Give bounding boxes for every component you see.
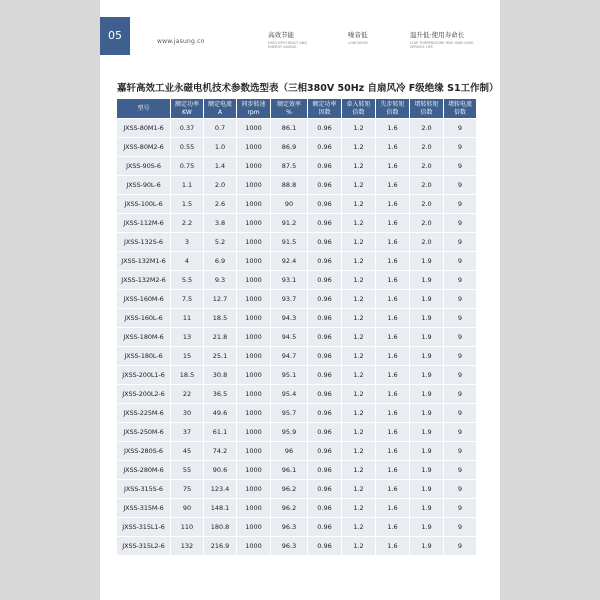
- value-cell: 0.7: [204, 119, 237, 137]
- table-row: [117, 480, 477, 498]
- table-row: [117, 195, 477, 213]
- model-cell: JXSS-132M1-6: [117, 252, 171, 270]
- table-row: [117, 366, 477, 384]
- value-cell: 1000: [237, 461, 271, 479]
- value-cell: 1.9: [410, 252, 444, 270]
- value-cell: 6.9: [204, 252, 237, 270]
- value-cell: 1.6: [376, 442, 410, 460]
- value-cell: 1.1: [171, 176, 204, 194]
- model-cell: JXSS-200L1-6: [117, 366, 171, 384]
- value-cell: 1000: [237, 366, 271, 384]
- value-cell: 1000: [237, 347, 271, 365]
- value-cell: 1.6: [376, 157, 410, 175]
- value-cell: 1.2: [342, 195, 376, 213]
- value-cell: 0.96: [308, 214, 342, 232]
- value-cell: 0.96: [308, 442, 342, 460]
- column-header: [237, 99, 271, 118]
- value-cell: 11: [171, 309, 204, 327]
- value-cell: 1.6: [376, 404, 410, 422]
- value-cell: 1.9: [410, 404, 444, 422]
- value-cell: 9: [444, 214, 477, 232]
- value-cell: 55: [171, 461, 204, 479]
- value-cell: 1.2: [342, 480, 376, 498]
- column-header: [171, 99, 204, 118]
- value-cell: 1.6: [376, 499, 410, 517]
- value-cell: 1.9: [410, 442, 444, 460]
- value-cell: 1.9: [410, 480, 444, 498]
- table-row: [117, 176, 477, 194]
- model-cell: JXSS-132S-6: [117, 233, 171, 251]
- model-cell: JXSS-80M2-6: [117, 138, 171, 156]
- value-cell: 92.4: [271, 252, 308, 270]
- value-cell: 1.2: [342, 328, 376, 346]
- table-row: [117, 233, 477, 251]
- column-header-line: 失步转矩: [380, 100, 405, 108]
- table-row: [117, 442, 477, 460]
- value-cell: 1000: [237, 404, 271, 422]
- value-cell: 1.9: [410, 423, 444, 441]
- feature-subtitle: LOW NOISE: [348, 41, 368, 45]
- value-cell: 0.96: [308, 328, 342, 346]
- value-cell: 96.2: [271, 499, 308, 517]
- value-cell: 1.2: [342, 138, 376, 156]
- value-cell: 2.0: [410, 176, 444, 194]
- column-header-line: 倍数: [453, 108, 466, 116]
- value-cell: 1.2: [342, 423, 376, 441]
- value-cell: 9: [444, 176, 477, 194]
- model-cell: JXSS-280S-6: [117, 442, 171, 460]
- model-cell: JXSS-315S-6: [117, 480, 171, 498]
- column-header: [117, 99, 171, 118]
- value-cell: 1.2: [342, 309, 376, 327]
- value-cell: 0.96: [308, 176, 342, 194]
- value-cell: 123.4: [204, 480, 237, 498]
- value-cell: 86.9: [271, 138, 308, 156]
- value-cell: 87.5: [271, 157, 308, 175]
- table-row: [117, 309, 477, 327]
- value-cell: 1000: [237, 119, 271, 137]
- value-cell: 0.55: [171, 138, 204, 156]
- value-cell: 1000: [237, 157, 271, 175]
- value-cell: 0.96: [308, 138, 342, 156]
- value-cell: 30.8: [204, 366, 237, 384]
- value-cell: 94.7: [271, 347, 308, 365]
- value-cell: 95.7: [271, 404, 308, 422]
- value-cell: 1.2: [342, 290, 376, 308]
- value-cell: 1.2: [342, 233, 376, 251]
- table-row: [117, 423, 477, 441]
- value-cell: 9: [444, 442, 477, 460]
- value-cell: 1000: [237, 328, 271, 346]
- value-cell: 9: [444, 480, 477, 498]
- value-cell: 1000: [237, 233, 271, 251]
- value-cell: 9: [444, 461, 477, 479]
- column-header-line: 额定效率: [276, 100, 301, 108]
- value-cell: 1000: [237, 385, 271, 403]
- column-header-line: 同步转速: [241, 100, 266, 108]
- value-cell: 5.5: [171, 271, 204, 289]
- feature-title: 温升低·使用寿命长: [410, 31, 465, 39]
- value-cell: 1000: [237, 499, 271, 517]
- column-header-line: 因数: [318, 108, 331, 116]
- value-cell: 0.96: [308, 271, 342, 289]
- value-cell: 9: [444, 252, 477, 270]
- value-cell: 1.6: [376, 195, 410, 213]
- table-row: [117, 499, 477, 517]
- value-cell: 0.96: [308, 119, 342, 137]
- value-cell: 1000: [237, 537, 271, 555]
- value-cell: 96.3: [271, 537, 308, 555]
- model-cell: JXSS-315M-6: [117, 499, 171, 517]
- value-cell: 18.5: [171, 366, 204, 384]
- value-cell: 0.96: [308, 385, 342, 403]
- column-header: [410, 99, 444, 118]
- value-cell: 2.6: [204, 195, 237, 213]
- value-cell: 1.6: [376, 176, 410, 194]
- model-cell: JXSS-160L-6: [117, 309, 171, 327]
- value-cell: 96.2: [271, 480, 308, 498]
- value-cell: 1.6: [376, 347, 410, 365]
- value-cell: 86.1: [271, 119, 308, 137]
- table-row: [117, 537, 477, 555]
- value-cell: 1000: [237, 271, 271, 289]
- value-cell: 95.1: [271, 366, 308, 384]
- value-cell: 0.96: [308, 290, 342, 308]
- value-cell: 1.9: [410, 309, 444, 327]
- column-header: [376, 99, 410, 118]
- value-cell: 1.2: [342, 537, 376, 555]
- table-row: [117, 271, 477, 289]
- feature-title: 噪音低: [348, 31, 368, 39]
- value-cell: 18.5: [204, 309, 237, 327]
- value-cell: 1.9: [410, 385, 444, 403]
- value-cell: 0.96: [308, 480, 342, 498]
- feature-energy-saving: [268, 30, 316, 49]
- value-cell: 1.2: [342, 518, 376, 536]
- value-cell: 9: [444, 233, 477, 251]
- value-cell: 2.0: [410, 214, 444, 232]
- table-header-row: [117, 99, 477, 118]
- value-cell: 2.0: [410, 195, 444, 213]
- value-cell: 61.1: [204, 423, 237, 441]
- table-row: [117, 461, 477, 479]
- value-cell: 1000: [237, 195, 271, 213]
- value-cell: 1.9: [410, 537, 444, 555]
- value-cell: 4: [171, 252, 204, 270]
- column-header: [271, 99, 308, 118]
- value-cell: 1.6: [376, 423, 410, 441]
- value-cell: 9: [444, 518, 477, 536]
- value-cell: 75: [171, 480, 204, 498]
- value-cell: 5.2: [204, 233, 237, 251]
- value-cell: 1000: [237, 290, 271, 308]
- value-cell: 91.5: [271, 233, 308, 251]
- table-row: [117, 214, 477, 232]
- value-cell: 7.5: [171, 290, 204, 308]
- value-cell: 1.9: [410, 461, 444, 479]
- value-cell: 1.2: [342, 499, 376, 517]
- value-cell: 0.96: [308, 347, 342, 365]
- table-row: [117, 252, 477, 270]
- value-cell: 9: [444, 290, 477, 308]
- value-cell: 2.2: [171, 214, 204, 232]
- value-cell: 1000: [237, 252, 271, 270]
- value-cell: 1.9: [410, 347, 444, 365]
- column-header-line: 堵转转矩: [414, 100, 439, 108]
- value-cell: 2.0: [410, 119, 444, 137]
- value-cell: 90: [271, 195, 308, 213]
- value-cell: 1.2: [342, 252, 376, 270]
- column-header-line: A: [217, 108, 223, 116]
- column-header-line: 牵入转矩: [346, 100, 371, 108]
- value-cell: 0.37: [171, 119, 204, 137]
- value-cell: 1.2: [342, 347, 376, 365]
- value-cell: 1.6: [376, 214, 410, 232]
- model-cell: JXSS-80M1-6: [117, 119, 171, 137]
- model-cell: JXSS-90L-6: [117, 176, 171, 194]
- value-cell: 1.5: [171, 195, 204, 213]
- value-cell: 96.1: [271, 461, 308, 479]
- value-cell: 1.6: [376, 271, 410, 289]
- value-cell: 96: [271, 442, 308, 460]
- value-cell: 9: [444, 309, 477, 327]
- value-cell: 1.6: [376, 366, 410, 384]
- value-cell: 1.2: [342, 404, 376, 422]
- value-cell: 0.96: [308, 404, 342, 422]
- value-cell: 0.96: [308, 461, 342, 479]
- value-cell: 0.96: [308, 252, 342, 270]
- value-cell: 1.6: [376, 290, 410, 308]
- value-cell: 1000: [237, 214, 271, 232]
- column-header-line: 倍数: [386, 108, 399, 116]
- table-row: [117, 157, 477, 175]
- value-cell: 0.96: [308, 499, 342, 517]
- value-cell: 1.2: [342, 271, 376, 289]
- value-cell: 0.96: [308, 537, 342, 555]
- value-cell: 74.2: [204, 442, 237, 460]
- value-cell: 0.96: [308, 366, 342, 384]
- value-cell: 96.3: [271, 518, 308, 536]
- value-cell: 3: [171, 233, 204, 251]
- value-cell: 9: [444, 537, 477, 555]
- value-cell: 9: [444, 138, 477, 156]
- column-header-line: %: [286, 108, 292, 116]
- value-cell: 3.8: [204, 214, 237, 232]
- table-row: [117, 404, 477, 422]
- value-cell: 90: [171, 499, 204, 517]
- column-header-line: 型号: [137, 104, 150, 112]
- table-row: [117, 119, 477, 137]
- value-cell: 93.7: [271, 290, 308, 308]
- model-cell: JXSS-200L2-6: [117, 385, 171, 403]
- column-header: [342, 99, 376, 118]
- value-cell: 9: [444, 385, 477, 403]
- value-cell: 9: [444, 404, 477, 422]
- table-body: [117, 119, 477, 555]
- value-cell: 1.2: [342, 366, 376, 384]
- website-url: www.jasung.cn: [157, 38, 205, 45]
- value-cell: 180.8: [204, 518, 237, 536]
- value-cell: 0.96: [308, 233, 342, 251]
- feature-low-temperature: [410, 30, 482, 49]
- value-cell: 2.0: [204, 176, 237, 194]
- model-cell: JXSS-315L2-6: [117, 537, 171, 555]
- model-cell: JXSS-112M-6: [117, 214, 171, 232]
- value-cell: 0.96: [308, 157, 342, 175]
- value-cell: 1.9: [410, 290, 444, 308]
- value-cell: 13: [171, 328, 204, 346]
- column-header: [308, 99, 342, 118]
- column-header-line: 额定功率: [312, 100, 337, 108]
- value-cell: 1000: [237, 480, 271, 498]
- table-row: [117, 138, 477, 156]
- page-number: 05: [100, 17, 130, 55]
- value-cell: 22: [171, 385, 204, 403]
- value-cell: 9: [444, 499, 477, 517]
- column-header-line: 额定功率: [174, 100, 199, 108]
- value-cell: 45: [171, 442, 204, 460]
- value-cell: 91.2: [271, 214, 308, 232]
- value-cell: 95.9: [271, 423, 308, 441]
- model-cell: JXSS-160M-6: [117, 290, 171, 308]
- value-cell: 2.0: [410, 138, 444, 156]
- value-cell: 2.0: [410, 157, 444, 175]
- value-cell: 2.0: [410, 233, 444, 251]
- value-cell: 36.5: [204, 385, 237, 403]
- feature-subtitle: HIGH EFFICIENCY AND ENERGY SAVING: [268, 41, 308, 49]
- value-cell: 1.6: [376, 252, 410, 270]
- value-cell: 94.3: [271, 309, 308, 327]
- value-cell: 9: [444, 366, 477, 384]
- table-row: [117, 347, 477, 365]
- feature-low-noise: [348, 30, 368, 45]
- value-cell: 1.9: [410, 499, 444, 517]
- value-cell: 1.6: [376, 138, 410, 156]
- value-cell: 1.2: [342, 442, 376, 460]
- value-cell: 9: [444, 119, 477, 137]
- table-row: [117, 290, 477, 308]
- value-cell: 1.2: [342, 214, 376, 232]
- value-cell: 1.6: [376, 537, 410, 555]
- value-cell: 1.4: [204, 157, 237, 175]
- value-cell: 9: [444, 271, 477, 289]
- value-cell: 1.9: [410, 271, 444, 289]
- table-title: 嘉轩高效工业永磁电机技术参数选型表（三相380V 50Hz 自扇风冷 F级绝缘 S1工作制）: [117, 83, 499, 94]
- value-cell: 9: [444, 423, 477, 441]
- value-cell: 0.96: [308, 518, 342, 536]
- value-cell: 1000: [237, 423, 271, 441]
- value-cell: 9: [444, 347, 477, 365]
- value-cell: 1.6: [376, 309, 410, 327]
- column-header: [444, 99, 477, 118]
- model-cell: JXSS-90S-6: [117, 157, 171, 175]
- column-header: [204, 99, 237, 118]
- value-cell: 95.4: [271, 385, 308, 403]
- table-row: [117, 328, 477, 346]
- value-cell: 94.5: [271, 328, 308, 346]
- model-cell: JXSS-280M-6: [117, 461, 171, 479]
- table-row: [117, 385, 477, 403]
- value-cell: 21.8: [204, 328, 237, 346]
- feature-title: 高效节能: [268, 31, 294, 39]
- value-cell: 148.1: [204, 499, 237, 517]
- value-cell: 30: [171, 404, 204, 422]
- model-cell: JXSS-100L-6: [117, 195, 171, 213]
- model-cell: JXSS-250M-6: [117, 423, 171, 441]
- value-cell: 1.6: [376, 480, 410, 498]
- value-cell: 1.9: [410, 328, 444, 346]
- value-cell: 1.6: [376, 461, 410, 479]
- value-cell: 1.6: [376, 328, 410, 346]
- value-cell: 1.2: [342, 385, 376, 403]
- parameter-table: [117, 98, 477, 556]
- value-cell: 12.7: [204, 290, 237, 308]
- value-cell: 0.96: [308, 195, 342, 213]
- value-cell: 1000: [237, 309, 271, 327]
- value-cell: 1.2: [342, 157, 376, 175]
- value-cell: 1.6: [376, 518, 410, 536]
- value-cell: 1000: [237, 518, 271, 536]
- column-header-line: 倍数: [420, 108, 433, 116]
- value-cell: 1.2: [342, 461, 376, 479]
- model-cell: JXSS-132M2-6: [117, 271, 171, 289]
- value-cell: 1000: [237, 176, 271, 194]
- value-cell: 49.6: [204, 404, 237, 422]
- value-cell: 1.9: [410, 366, 444, 384]
- model-cell: JXSS-180M-6: [117, 328, 171, 346]
- value-cell: 1.0: [204, 138, 237, 156]
- value-cell: 37: [171, 423, 204, 441]
- value-cell: 1.2: [342, 176, 376, 194]
- value-cell: 1.9: [410, 518, 444, 536]
- value-cell: 0.75: [171, 157, 204, 175]
- value-cell: 216.9: [204, 537, 237, 555]
- catalog-page: [100, 0, 500, 600]
- value-cell: 93.1: [271, 271, 308, 289]
- value-cell: 132: [171, 537, 204, 555]
- value-cell: 1000: [237, 442, 271, 460]
- column-header-line: 堵转电流: [447, 100, 472, 108]
- value-cell: 1.2: [342, 119, 376, 137]
- model-cell: JXSS-180L-6: [117, 347, 171, 365]
- feature-subtitle: LOW TEMPERATURE RISE AND LONG SERVICE LIFE: [410, 41, 474, 49]
- value-cell: 9: [444, 195, 477, 213]
- value-cell: 0.96: [308, 309, 342, 327]
- value-cell: 110: [171, 518, 204, 536]
- value-cell: 25.1: [204, 347, 237, 365]
- value-cell: 1.6: [376, 385, 410, 403]
- column-header-line: KW: [182, 108, 192, 116]
- value-cell: 9.3: [204, 271, 237, 289]
- value-cell: 1000: [237, 138, 271, 156]
- value-cell: 88.8: [271, 176, 308, 194]
- column-header-line: 倍数: [352, 108, 365, 116]
- model-cell: JXSS-225M-6: [117, 404, 171, 422]
- value-cell: 9: [444, 157, 477, 175]
- value-cell: 9: [444, 328, 477, 346]
- table-row: [117, 518, 477, 536]
- model-cell: JXSS-315L1-6: [117, 518, 171, 536]
- value-cell: 15: [171, 347, 204, 365]
- column-header-line: 额定电流: [207, 100, 232, 108]
- value-cell: 0.96: [308, 423, 342, 441]
- value-cell: 1.6: [376, 119, 410, 137]
- value-cell: 90.6: [204, 461, 237, 479]
- value-cell: 1.6: [376, 233, 410, 251]
- column-header-line: rpm: [247, 108, 260, 116]
